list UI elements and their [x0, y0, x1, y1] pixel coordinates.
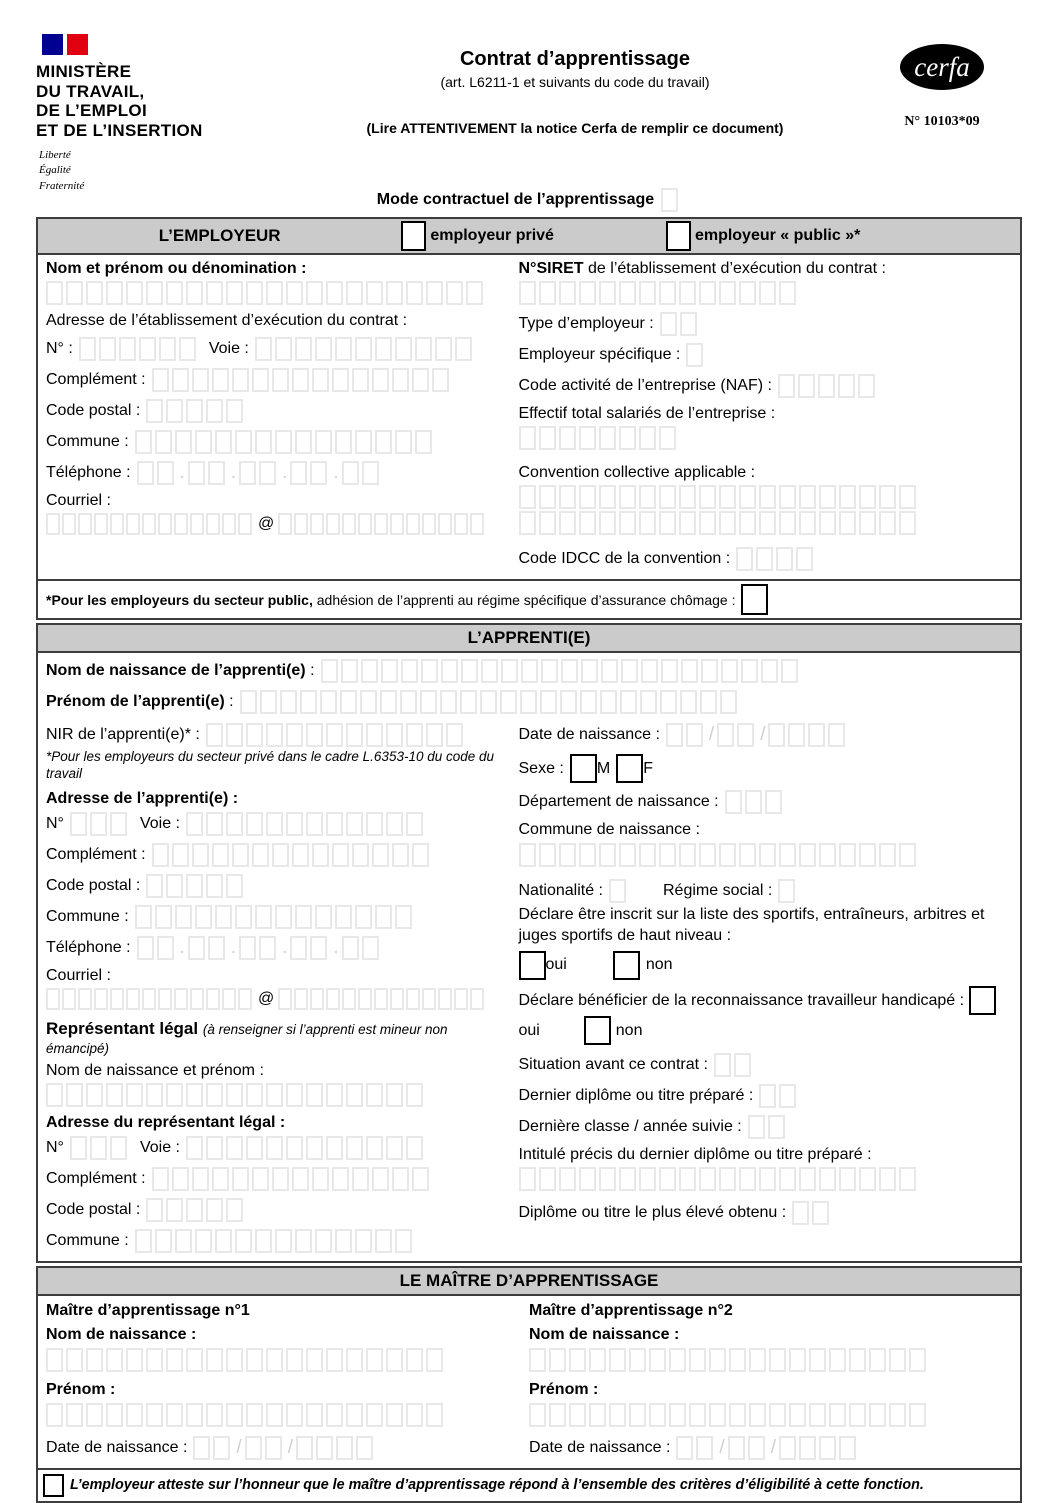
- apprentice-section-title: L’APPRENTI(E): [38, 625, 1020, 653]
- master1-title: Maître d’apprentissage n°1: [46, 1301, 250, 1319]
- motto-line: Égalité: [39, 164, 71, 177]
- apprentice-email-local-boxes[interactable]: [46, 988, 254, 1010]
- guardian-commune-label: Commune :: [46, 1231, 129, 1249]
- apprentice-columns: [38, 714, 1020, 1261]
- employer-siret-label-bold: N°SIRET: [518, 260, 584, 277]
- apprentice-social-label: Régime social :: [663, 882, 773, 899]
- guardian-complement-label: Complément :: [46, 1169, 146, 1187]
- employer-public-checkbox[interactable]: [666, 221, 691, 251]
- employer-naf-label: Code activité de l’entreprise (NAF) :: [518, 377, 772, 394]
- apprentice-birthdate-label: Date de naissance :: [518, 726, 660, 743]
- apprentice-postal-boxes[interactable]: [146, 874, 246, 898]
- apprentice-email-boxes-row: [46, 988, 507, 1010]
- employer-siret-boxes[interactable]: [519, 281, 799, 305]
- apprentice-phone-row: [46, 936, 507, 960]
- apprentice-birthdept-row: [519, 790, 1012, 814]
- sex-male-checkbox[interactable]: [570, 754, 597, 783]
- employer-email-domain-boxes[interactable]: [278, 513, 486, 535]
- master2-firstname-boxes-row: [529, 1403, 1012, 1427]
- employer-agreement-boxes-row1: [519, 485, 1012, 509]
- master2-name-label: Nom de naissance :: [529, 1325, 680, 1343]
- employer-idcc-row: [519, 547, 1012, 571]
- master1-firstname-boxes-row: [46, 1403, 515, 1427]
- guardian-commune-boxes[interactable]: [135, 1229, 415, 1253]
- guardian-postal-boxes[interactable]: [146, 1198, 246, 1222]
- ministry-name: [36, 62, 288, 141]
- disability-declaration-label: Déclare bénéficier de la reconnaissance travailleur handicapé :: [518, 991, 965, 1009]
- apprentice-birthcommune-label: Commune de naissance :: [518, 821, 700, 838]
- apprentice-birthdept-boxes[interactable]: [725, 790, 785, 814]
- master1-birthdate-boxes[interactable]: / /: [193, 1436, 376, 1460]
- apprentice-left-column: [46, 714, 515, 1253]
- employer-private-label: employeur privé: [430, 227, 554, 244]
- guardian-number-label: N°: [46, 1138, 64, 1156]
- apprentice-nir-label: NIR de l’apprenti(e)* :: [46, 726, 200, 743]
- apprentice-birthdate-boxes[interactable]: / /: [666, 723, 849, 747]
- guardian-name-label-row: [46, 1062, 507, 1080]
- guardian-commune-row: [46, 1229, 507, 1253]
- document-notice: (Lire ATTENTIVEMENT la notice Cerfa de remplir ce document): [366, 120, 784, 136]
- master2-birthdate-label: Date de naissance :: [529, 1438, 671, 1456]
- situation-boxes[interactable]: [714, 1053, 754, 1077]
- apprentice-email-label-row: [46, 967, 507, 985]
- athlete-non-checkbox[interactable]: [613, 951, 640, 980]
- master1-firstname-label-row: [46, 1381, 515, 1399]
- employer-private-option: [401, 221, 554, 251]
- cerfa-number: N° 10103*09: [904, 114, 980, 129]
- employer-phone-label: Téléphone :: [46, 464, 131, 481]
- employer-name-boxes-row: [46, 281, 507, 305]
- apprentice-nationality-boxes[interactable]: [609, 879, 629, 903]
- highest-diploma-label: Diplôme ou titre le plus élevé obtenu :: [518, 1204, 787, 1222]
- ministry-motto: [39, 148, 288, 194]
- apprentice-complement-label: Complément :: [46, 845, 146, 863]
- athlete-oui-label: oui: [545, 956, 567, 974]
- attestation-text: L’employeur atteste sur l’honneur que le maître d’apprentissage répond à l’ensemble des critères d’éligibilité à cette fonction.: [70, 1477, 924, 1494]
- employer-commune-row: [46, 430, 507, 454]
- apprentice-email-domain-boxes[interactable]: [278, 988, 486, 1010]
- highest-diploma-boxes[interactable]: [792, 1201, 832, 1225]
- master2-name-boxes-row: [529, 1348, 1012, 1372]
- flag-blue-block: [42, 34, 63, 55]
- employer-agreement-boxes-line1[interactable]: [519, 485, 919, 509]
- employer-section: [36, 217, 1022, 620]
- last-class-boxes[interactable]: [748, 1115, 788, 1139]
- apprentice-birthname-boxes[interactable]: [321, 659, 801, 683]
- attestation-checkbox[interactable]: [43, 1474, 64, 1497]
- employer-address-label-row: [46, 312, 507, 330]
- situation-row: [519, 1053, 1012, 1077]
- employer-public-note-bold: *Pour les employeurs du secteur public,: [46, 591, 313, 608]
- apprentice-nir-note: *Pour les employeurs du secteur privé dans le cadre L.6353-10 du code du travail: [46, 749, 495, 781]
- master1-name-boxes-row: [46, 1348, 515, 1372]
- employer-naf-row: [519, 374, 1012, 398]
- master1-firstname-label: Prénom :: [46, 1380, 116, 1398]
- master2-column: [529, 1298, 1012, 1460]
- guardian-street-boxes[interactable]: [186, 1136, 426, 1160]
- employer-public-note-row: [38, 579, 1020, 618]
- employer-name-boxes[interactable]: [46, 281, 486, 305]
- apprentice-right-column: [515, 714, 1012, 1253]
- apprentice-birthname-label: Nom de naissance de l’apprenti(e): [46, 662, 306, 679]
- apprentice-street-boxes[interactable]: [186, 812, 426, 836]
- apprentice-postal-label: Code postal :: [46, 876, 141, 894]
- master-body: [38, 1296, 1020, 1468]
- guardian-complement-row: [46, 1167, 507, 1191]
- master1-firstname-boxes[interactable]: [46, 1403, 446, 1427]
- employer-headcount-label: Effectif total salariés de l’entreprise :: [518, 405, 776, 422]
- master2-name-boxes[interactable]: [529, 1348, 929, 1372]
- diploma-title-boxes[interactable]: [519, 1167, 919, 1191]
- guardian-heading-note: (à renseigner si l’apprenti est mineur non émancipé): [46, 1021, 448, 1057]
- athlete-choice-row: [519, 951, 1012, 980]
- apprentice-nationality-label: Nationalité :: [518, 882, 603, 899]
- apprentice-birthcommune-boxes[interactable]: [519, 843, 919, 867]
- employer-email-label-row: [46, 492, 507, 510]
- diploma-title-boxes-row: [519, 1167, 1012, 1191]
- ministry-line: MINISTÈRE: [36, 62, 132, 81]
- page-header: [36, 34, 1022, 192]
- last-class-label: Dernière classe / année suivie :: [518, 1118, 742, 1136]
- master1-name-label: Nom de naissance :: [46, 1325, 197, 1343]
- cerfa-logo: cerfa: [900, 44, 984, 90]
- athlete-declaration-label: Déclare être inscrit sur la liste des sportifs, entraîneurs, arbitres et juges sportifs de haut niveau :: [518, 906, 985, 944]
- employer-agreement-boxes-line2[interactable]: [519, 511, 919, 535]
- last-class-row: [519, 1115, 1012, 1139]
- document-subtitle: (art. L6211-1 et suivants du code du travail): [440, 74, 710, 90]
- apprentice-complement-row: [46, 843, 507, 867]
- apprentice-address-label: Adresse de l’apprenti(e) :: [46, 789, 239, 807]
- master1-name-label-row: [46, 1326, 515, 1344]
- employer-right-column: [515, 258, 1012, 571]
- apprentice-birthdate-row: [519, 723, 1012, 747]
- employer-type-label: Type d’employeur :: [518, 315, 654, 332]
- employer-type-boxes[interactable]: [660, 312, 700, 336]
- employer-street-label: Voie :: [208, 340, 249, 357]
- apprentice-social-boxes[interactable]: [778, 879, 798, 903]
- employer-headcount-boxes-row: [519, 426, 1012, 450]
- employer-specific-row: [519, 343, 1012, 367]
- disability-declaration-row: [519, 986, 1012, 1047]
- guardian-address-label-row: [46, 1114, 507, 1132]
- employer-postal-label: Code postal :: [46, 402, 141, 419]
- employer-email-boxes-row: [46, 513, 507, 535]
- last-diploma-label: Dernier diplôme ou titre préparé :: [518, 1087, 754, 1105]
- employer-type-row: [519, 312, 1012, 336]
- apprentice-sex-row: [519, 754, 1012, 783]
- employer-email-at-sign: @: [258, 515, 275, 532]
- apprentice-fullwidth-rows: [38, 653, 1020, 714]
- employer-siret-label-row: [519, 260, 1012, 278]
- employer-private-checkbox[interactable]: [401, 221, 426, 251]
- employer-complement-row: [46, 368, 507, 392]
- guardian-heading-bold: Représentant légal: [46, 1018, 199, 1038]
- apprentice-street-row: [46, 812, 507, 836]
- highest-diploma-row: [519, 1201, 1012, 1225]
- apprentice-birthname-row: [46, 659, 1012, 683]
- guardian-name-boxes[interactable]: [46, 1083, 426, 1107]
- employer-commune-label: Commune :: [46, 433, 129, 450]
- employer-email-local-boxes[interactable]: [46, 513, 254, 535]
- disability-oui-label: oui: [518, 1021, 540, 1039]
- employer-siret-boxes-row: [519, 281, 1012, 305]
- mode-contractuel-box[interactable]: [661, 188, 681, 212]
- master1-name-boxes[interactable]: [46, 1348, 446, 1372]
- employer-naf-boxes[interactable]: [778, 374, 878, 398]
- flag-red-block: [67, 34, 88, 55]
- cerfa-block: [862, 34, 1022, 130]
- apprentice-commune-boxes[interactable]: [135, 905, 415, 929]
- employer-email-label: Courriel :: [46, 492, 111, 509]
- employer-body: [38, 255, 1020, 579]
- master2-birthdate-boxes[interactable]: / /: [676, 1436, 859, 1460]
- apprentice-email-at-sign: @: [258, 989, 275, 1007]
- motto-line: Fraternité: [39, 179, 85, 192]
- apprentice-nir-boxes[interactable]: [206, 723, 466, 747]
- apprentice-street-label: Voie :: [139, 814, 180, 832]
- employer-headcount-label-row: [519, 405, 1012, 423]
- ministry-line: DU TRAVAIL,: [36, 81, 145, 101]
- employer-public-label: employeur « public »*: [694, 227, 861, 244]
- sex-female-label: F: [643, 759, 653, 777]
- employer-phone-boxes[interactable]: . . . .: [137, 461, 382, 485]
- athlete-non-label: non: [645, 956, 673, 974]
- apprentice-firstname-colon: :: [229, 693, 234, 710]
- apprentice-nir-row: [46, 723, 507, 747]
- mode-contractuel-label: Mode contractuel de l’apprentissage: [376, 191, 655, 208]
- guardian-postal-label: Code postal :: [46, 1200, 141, 1218]
- apprentice-birthname-colon: :: [310, 662, 315, 679]
- unemployment-insurance-checkbox[interactable]: [741, 584, 768, 615]
- master2-birthdate-row: [529, 1436, 1012, 1460]
- ministry-logo: [36, 34, 288, 194]
- apprentice-complement-boxes[interactable]: [152, 843, 432, 867]
- sex-male-label: M: [596, 759, 611, 777]
- apprentice-commune-label: Commune :: [46, 907, 129, 925]
- apprentice-firstname-row: [46, 690, 1012, 714]
- disability-non-checkbox[interactable]: [584, 1016, 611, 1045]
- guardian-name-boxes-row: [46, 1083, 507, 1107]
- apprentice-birthdept-label: Département de naissance :: [518, 793, 719, 810]
- apprentice-email-label: Courriel :: [46, 966, 111, 984]
- master1-birthdate-row: [46, 1436, 515, 1460]
- document-title: Contrat d’apprentissage: [459, 48, 691, 70]
- ministry-line: ET DE L’INSERTION: [36, 121, 203, 141]
- master-attestation-row: [38, 1468, 1020, 1501]
- master1-birthdate-label: Date de naissance :: [46, 1438, 188, 1456]
- apprentice-phone-label: Téléphone :: [46, 938, 131, 956]
- guardian-address-label: Adresse du représentant légal :: [46, 1113, 286, 1131]
- title-block: [288, 34, 862, 136]
- guardian-heading: [46, 1019, 507, 1058]
- apprentice-address-label-row: [46, 790, 507, 808]
- master2-firstname-label: Prénom :: [529, 1380, 599, 1398]
- apprentice-birthcommune-boxes-row: [519, 843, 1012, 867]
- employer-headcount-boxes[interactable]: [519, 426, 679, 450]
- employer-address-label: Adresse de l’établissement d’exécution du contrat :: [46, 312, 408, 329]
- employer-specific-boxes[interactable]: [686, 343, 706, 367]
- disability-non-label: non: [615, 1021, 643, 1039]
- athlete-oui-checkbox[interactable]: [519, 951, 546, 980]
- guardian-complement-boxes[interactable]: [152, 1167, 432, 1191]
- french-flag-icon: [42, 34, 288, 55]
- diploma-title-label-row: [519, 1146, 1012, 1164]
- employer-phone-row: [46, 461, 507, 485]
- employer-name-label: Nom et prénom ou dénomination :: [46, 260, 307, 277]
- master2-name-label-row: [529, 1326, 1012, 1344]
- employer-idcc-boxes[interactable]: [736, 547, 816, 571]
- last-diploma-row: [519, 1084, 1012, 1108]
- guardian-postal-row: [46, 1198, 507, 1222]
- apprentice-birthcommune-label-row: [519, 821, 1012, 839]
- master-section-title: LE MAÎTRE D’APPRENTISSAGE: [38, 1268, 1020, 1296]
- apprentice-nationality-row: [519, 879, 1012, 903]
- master-section: [36, 1266, 1022, 1503]
- master2-firstname-label-row: [529, 1381, 1012, 1399]
- employer-complement-boxes[interactable]: [152, 368, 452, 392]
- disability-oui-checkbox[interactable]: [969, 986, 996, 1015]
- situation-label: Situation avant ce contrat :: [518, 1056, 708, 1074]
- guardian-street-row: [46, 1136, 507, 1160]
- motto-line: Liberté: [39, 148, 71, 161]
- employer-street-row: [46, 337, 507, 361]
- employer-postal-row: [46, 399, 507, 423]
- employer-commune-boxes[interactable]: [135, 430, 435, 454]
- employer-postal-boxes[interactable]: [146, 399, 246, 423]
- apprentice-number-boxes[interactable]: [70, 812, 130, 836]
- employer-public-note-rest: adhésion de l’apprenti au régime spécifique d’assurance chômage :: [316, 591, 736, 608]
- guardian-number-boxes[interactable]: [70, 1136, 130, 1160]
- employer-complement-label: Complément :: [46, 371, 146, 388]
- employer-idcc-label: Code IDCC de la convention :: [518, 550, 731, 567]
- guardian-street-label: Voie :: [139, 1138, 180, 1156]
- apprentice-phone-boxes[interactable]: . . . .: [137, 936, 382, 960]
- sex-female-checkbox[interactable]: [616, 754, 643, 783]
- apprentice-sex-label: Sexe :: [518, 759, 564, 777]
- ministry-line: DE L’EMPLOI: [36, 101, 147, 121]
- apprentice-postal-row: [46, 874, 507, 898]
- employer-public-option: [666, 221, 860, 251]
- apprentice-section: [36, 623, 1022, 1263]
- last-diploma-boxes[interactable]: [759, 1084, 799, 1108]
- apprentice-number-label: N°: [46, 814, 64, 832]
- master2-firstname-boxes[interactable]: [529, 1403, 929, 1427]
- employer-number-label: N° :: [46, 340, 73, 357]
- employer-agreement-boxes-row2: [519, 511, 1012, 535]
- employer-name-label-row: [46, 260, 507, 278]
- apprentice-firstname-boxes[interactable]: [240, 690, 740, 714]
- employer-siret-label-rest: de l’établissement d’exécution du contrat :: [588, 260, 886, 277]
- employer-section-header: [38, 219, 1020, 255]
- diploma-title-label: Intitulé précis du dernier diplôme ou titre préparé :: [518, 1146, 872, 1164]
- employer-left-column: [46, 258, 515, 571]
- master2-title: Maître d’apprentissage n°2: [529, 1301, 733, 1319]
- employer-number-boxes[interactable]: [79, 337, 199, 361]
- master1-column: [46, 1298, 529, 1460]
- employer-street-boxes[interactable]: [255, 337, 475, 361]
- apprentice-commune-row: [46, 905, 507, 929]
- guardian-name-label: Nom de naissance et prénom :: [46, 1061, 264, 1079]
- employer-agreement-label: Convention collective applicable :: [518, 464, 756, 481]
- employer-agreement-label-row: [519, 464, 1012, 482]
- employer-section-title: L’EMPLOYEUR: [158, 226, 281, 245]
- employer-specific-label: Employeur spécifique :: [518, 346, 681, 363]
- apprentice-firstname-label: Prénom de l’apprenti(e): [46, 693, 225, 710]
